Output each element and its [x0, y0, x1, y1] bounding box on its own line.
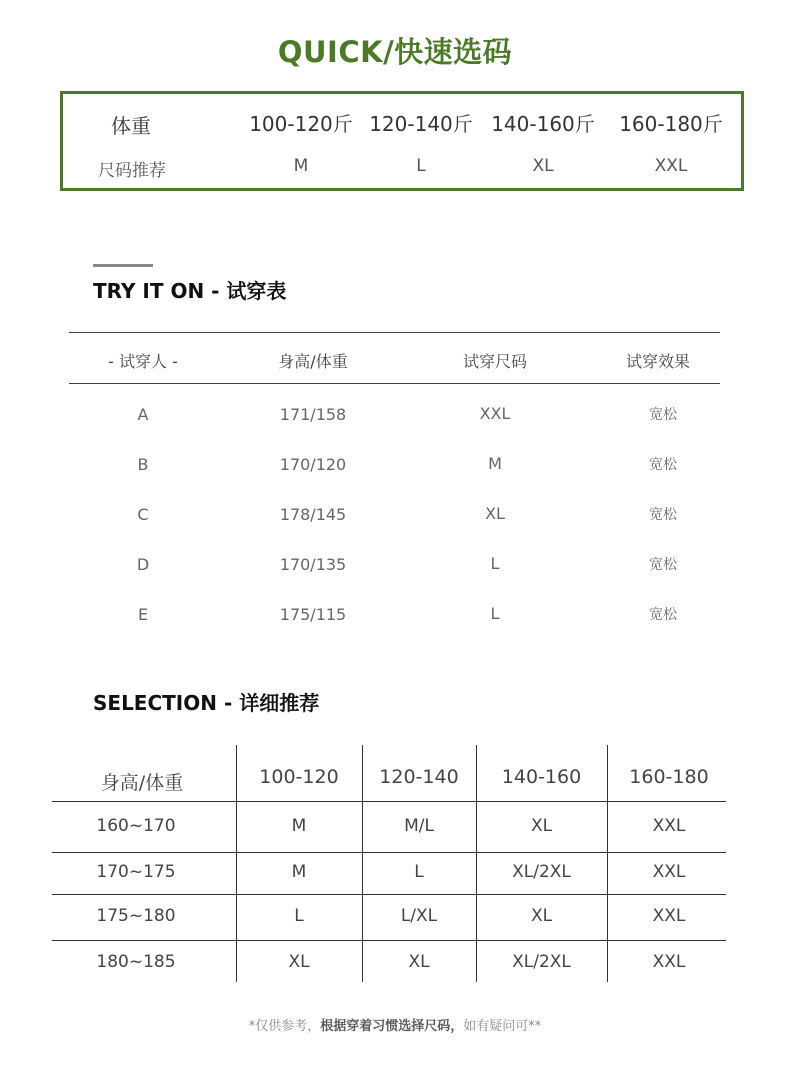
try-effect: 宽松 — [649, 557, 677, 573]
selection-size: XL — [288, 952, 310, 972]
selection-weight-col: 120-140 — [379, 766, 459, 788]
selection-size: XL/2XL — [512, 952, 571, 972]
quick-weight: 140-160斤 — [491, 112, 595, 136]
selection-corner-label: 身高/体重 — [100, 772, 184, 794]
try-size: XL — [485, 504, 505, 523]
selection-height: 175~180 — [96, 906, 176, 926]
try-effect: 宽松 — [649, 507, 677, 523]
grid-line — [52, 852, 726, 853]
try-person: D — [136, 555, 150, 574]
selection-size: L — [294, 906, 304, 926]
quick-title: QUICK/快速选码 — [277, 35, 513, 69]
selection-weight-col: 160-180 — [629, 766, 709, 788]
footnote-bold: 根据穿着习惯选择尺码， — [320, 1019, 464, 1034]
selection-size: XXL — [652, 906, 686, 926]
divider — [69, 332, 720, 333]
selection-size: M/L — [404, 816, 434, 836]
try-effect: 宽松 — [649, 607, 677, 623]
try-header-person: - 试穿人 - — [108, 352, 178, 371]
selection-size: XL/2XL — [512, 862, 571, 882]
footnote — [0, 1015, 790, 1034]
try-effect: 宽松 — [649, 407, 677, 423]
try-person: E — [137, 605, 149, 624]
try-size: L — [490, 604, 500, 623]
selection-weight-col: 100-120 — [259, 766, 339, 788]
quick-size: XL — [532, 156, 554, 176]
divider — [69, 383, 720, 384]
quick-weight: 100-120斤 — [249, 112, 353, 136]
selection-size: XL — [408, 952, 430, 972]
grid-line — [52, 894, 726, 895]
selection-size: XL — [530, 906, 553, 926]
quick-weight: 120-140斤 — [369, 112, 473, 136]
selection-height: 160~170 — [96, 816, 176, 836]
footnote-suffix: 如有疑问可** — [463, 1019, 542, 1034]
try-size: L — [490, 554, 500, 573]
quick-size-box — [60, 91, 744, 191]
selection-size: L/XL — [400, 906, 438, 926]
try-header-effect: 试穿效果 — [625, 352, 690, 371]
grid-line — [52, 940, 726, 941]
weight-label: 体重 — [111, 114, 151, 138]
selection-size: XXL — [652, 952, 686, 972]
try-height-weight: 170/120 — [279, 455, 347, 474]
footnote-prefix: *仅供参考， — [248, 1019, 321, 1034]
try-person: C — [137, 505, 149, 524]
selection-size: M — [291, 816, 307, 836]
try-height-weight: 175/115 — [279, 605, 347, 624]
quick-size: M — [293, 156, 309, 176]
selection-height: 180~185 — [96, 952, 176, 972]
try-height-weight: 171/158 — [279, 405, 347, 424]
selection-size: XXL — [652, 816, 686, 836]
try-header-height-weight: 身高/体重 — [278, 352, 348, 371]
selection-size: L — [414, 862, 424, 882]
try-on-title: TRY IT ON - 试穿表 — [93, 279, 287, 303]
grid-line — [52, 801, 726, 802]
try-person: A — [137, 405, 149, 424]
section-accent-bar — [93, 264, 153, 267]
quick-size: XXL — [654, 156, 688, 176]
selection-size: XXL — [652, 862, 686, 882]
try-height-weight: 170/135 — [279, 555, 347, 574]
try-size: XXL — [479, 404, 511, 423]
try-header-size: 试穿尺码 — [462, 352, 527, 371]
try-effect: 宽松 — [649, 457, 677, 473]
quick-weight: 160-180斤 — [619, 112, 723, 136]
selection-title: SELECTION - 详细推荐 — [93, 691, 320, 715]
selection-size: XL — [530, 816, 553, 836]
try-person: B — [137, 455, 149, 474]
selection-height: 170~175 — [96, 862, 176, 882]
selection-size: M — [291, 862, 307, 882]
try-height-weight: 178/145 — [279, 505, 347, 524]
selection-weight-col: 140-160 — [501, 766, 582, 788]
size-label: 尺码推荐 — [98, 161, 166, 181]
quick-size: L — [416, 156, 426, 176]
try-size: M — [488, 454, 502, 473]
